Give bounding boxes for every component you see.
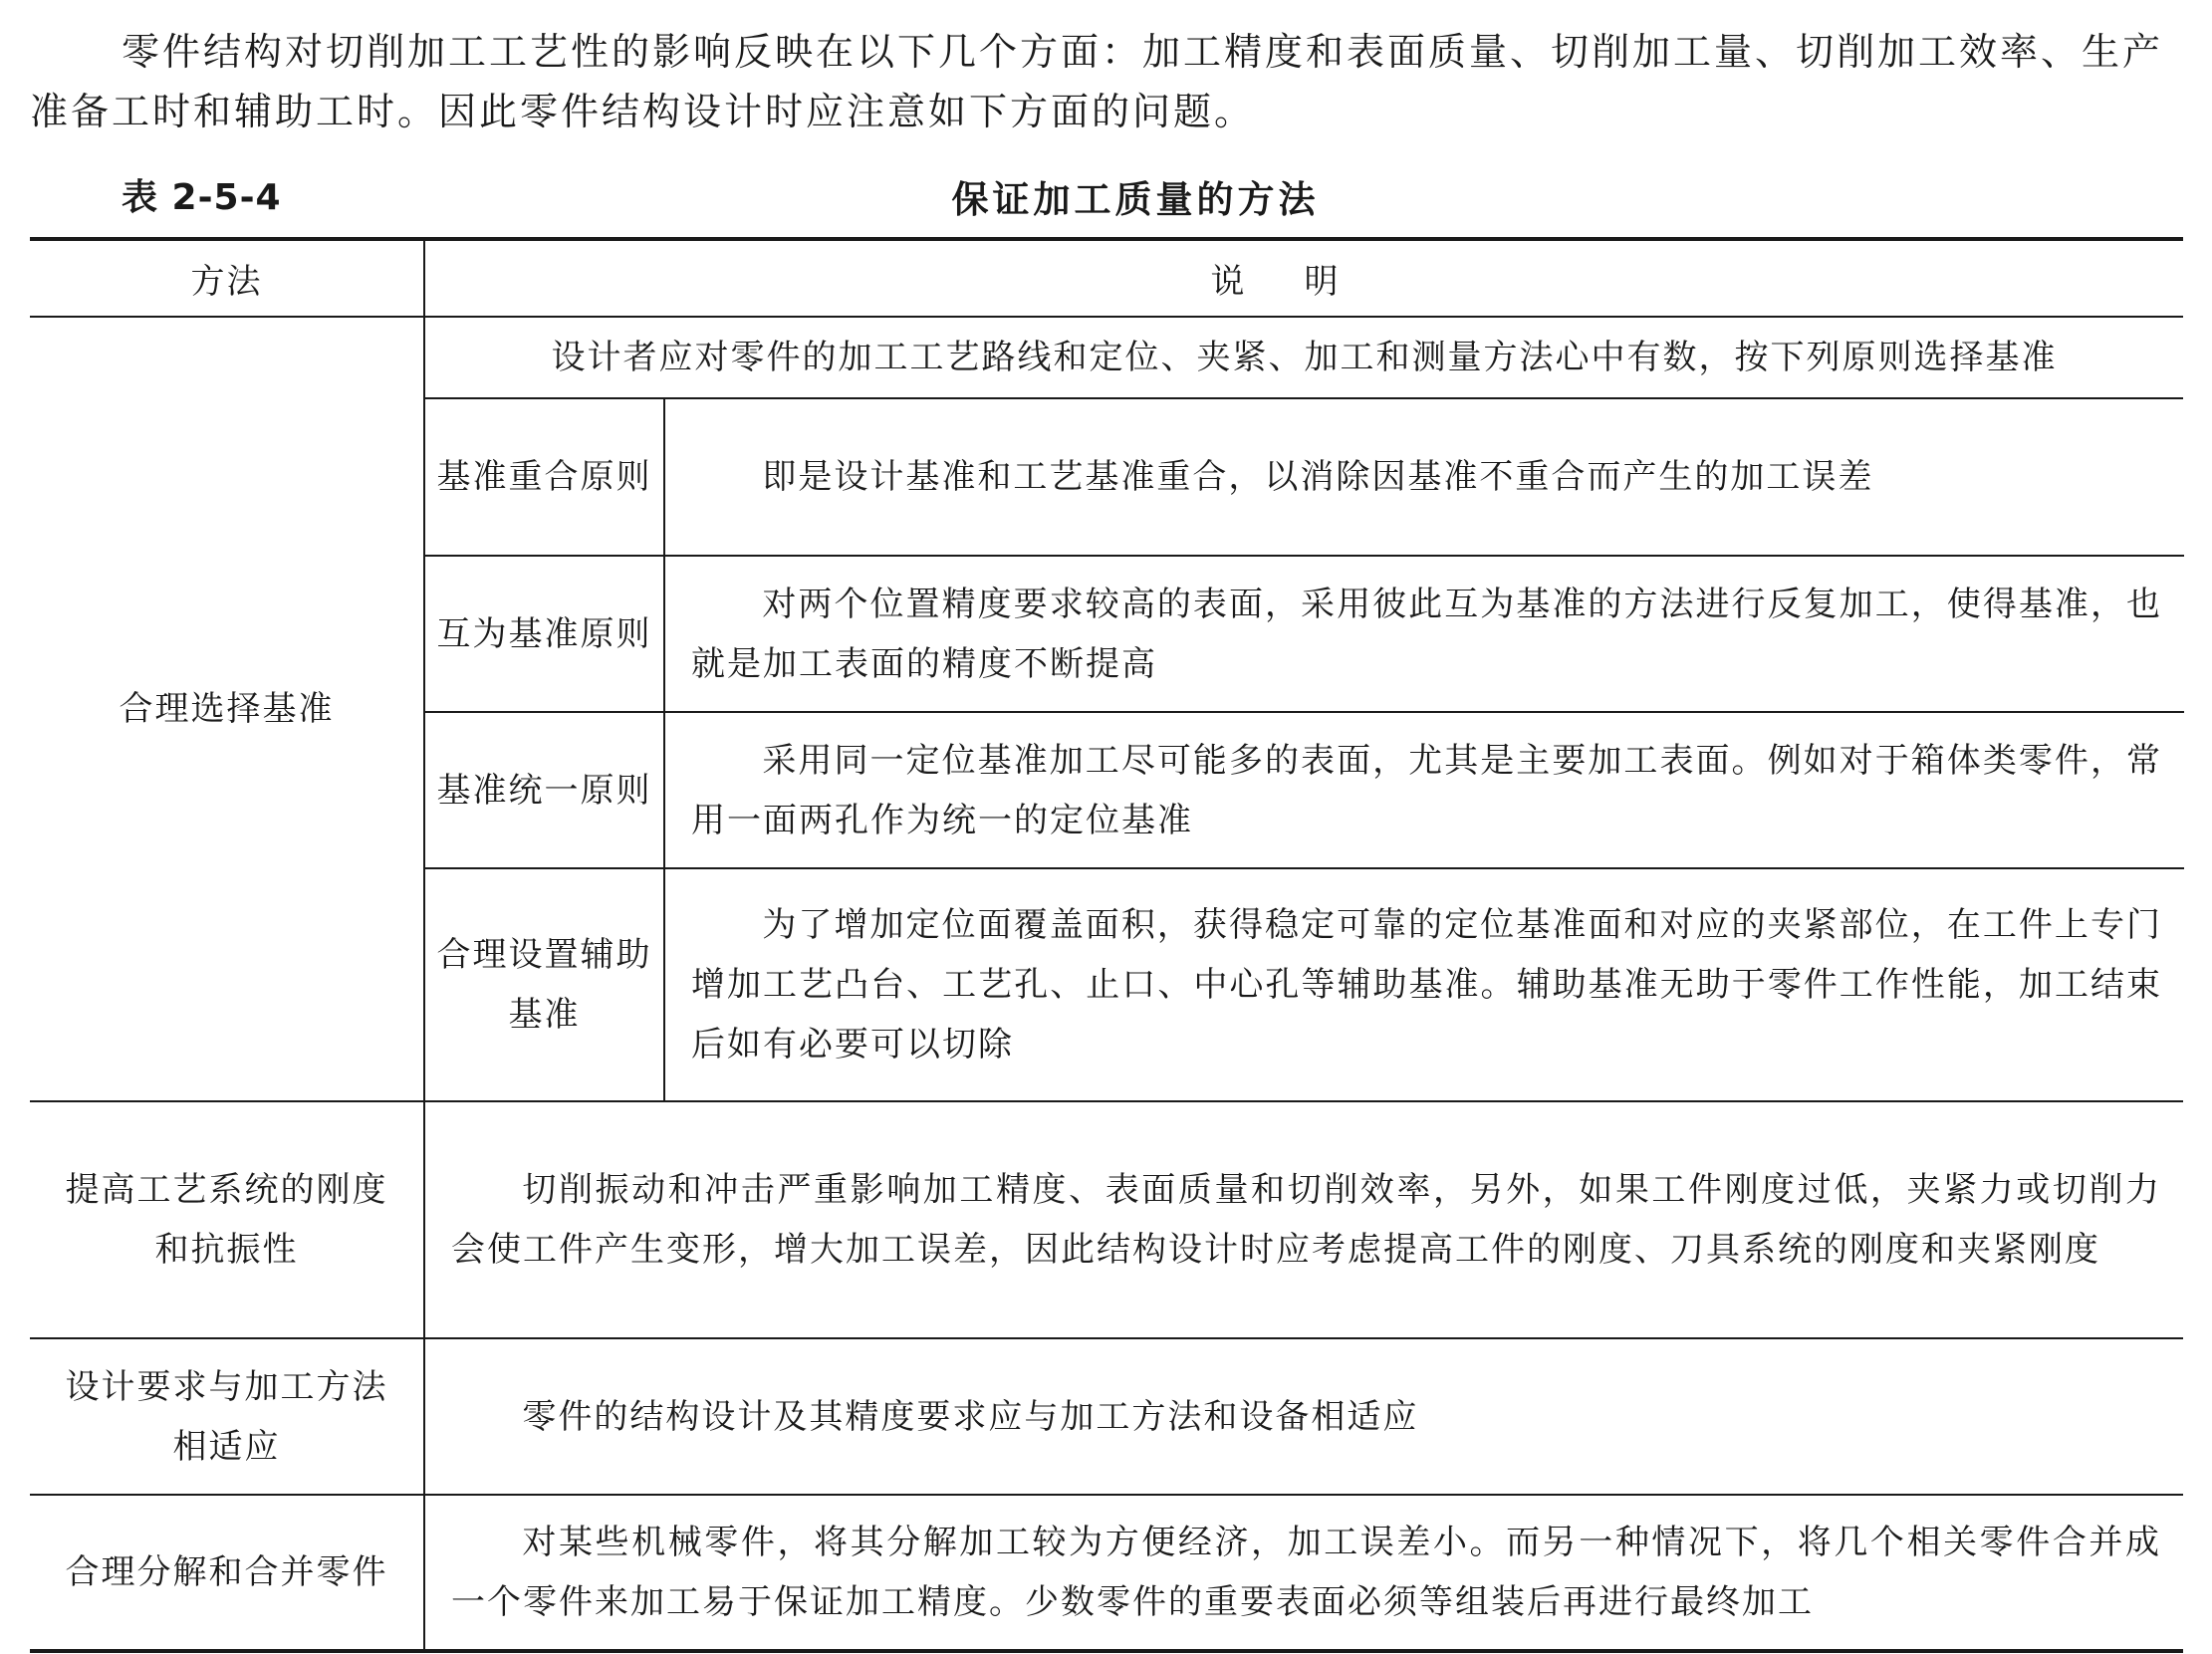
method-cell: 设计要求与加工方法相适应 (30, 1338, 424, 1495)
quality-methods-table (30, 237, 2183, 1653)
principle-row (425, 399, 2184, 556)
description-cell (424, 1338, 2183, 1495)
table-header-row (30, 239, 2183, 317)
table-title: 保证加工质量的方法 (951, 178, 1320, 221)
principle-desc-cell (664, 712, 2184, 868)
header-description (424, 239, 2183, 317)
principle-desc-cell (664, 868, 2184, 1100)
description-text: 零件的结构设计及其精度要求应与加工方法和设备相适应 (522, 1396, 1419, 1437)
intro-paragraph: 零件结构对切削加工工艺性的影响反映在以下几个方面：加工精度和表面质量、切削加工量、切削加工效率、生产准备工时和辅助工时。因此零件结构设计时应注意如下方面的问题。 (30, 30, 2164, 133)
principle-text: 采用同一定位基准加工尽可能多的表面，尤其是主要加工表面。例如对于箱体类零件，常用一面两孔作为统一的定位基准 (691, 740, 2162, 840)
table-row (30, 317, 2183, 1101)
method-cell: 合理分解和合并零件 (30, 1495, 424, 1651)
principle-name: 基准重合原则 (425, 399, 664, 556)
principle-row (425, 712, 2184, 868)
principles-cell (424, 317, 2183, 1101)
method-cell: 提高工艺系统的刚度和抗振性 (30, 1101, 424, 1338)
principle-name: 互为基准原则 (425, 556, 664, 712)
header-description-label: 说明 (1210, 262, 1398, 302)
principle-name: 基准统一原则 (425, 712, 664, 868)
principle-row (425, 556, 2184, 712)
method-cell: 合理选择基准 (30, 317, 424, 1101)
table-row (30, 1495, 2183, 1651)
header-method: 方法 (30, 239, 424, 317)
table-row (30, 1101, 2183, 1338)
principle-text: 为了增加定位面覆盖面积，获得稳定可靠的定位基准面和对应的夹紧部位，在工件上专门增加工艺凸台、工艺孔、止口、中心孔等辅助基准。辅助基准无助于零件工作性能，加工结束后如有必要可以切除 (691, 905, 2162, 1064)
description-cell (424, 1101, 2183, 1338)
principles-table (425, 399, 2184, 1100)
principle-text: 即是设计基准和工艺基准重合，以消除因基准不重合而产生的加工误差 (762, 457, 1874, 497)
description-text: 对某些机械零件，将其分解加工较为方便经济，加工误差小。而另一种情况下，将几个相关零件合并成一个零件来加工易于保证加工精度。少数零件的重要表面必须等组装后再进行最终加工 (451, 1523, 2161, 1622)
description-cell (424, 1495, 2183, 1651)
principle-desc-cell (664, 399, 2184, 556)
description-text: 切削振动和冲击严重影响加工精度、表面质量和切削效率，另外，如果工件刚度过低，夹紧力或切削力会使工件产生变形，增大加工误差，因此结构设计时应考虑提高工件的刚度、刀具系统的刚度和夹紧刚度 (451, 1170, 2161, 1270)
principles-intro: 设计者应对零件的加工工艺路线和定位、夹紧、加工和测量方法心中有数，按下列原则选择基准 (425, 318, 2183, 399)
principle-row (425, 868, 2184, 1100)
principle-text: 对两个位置精度要求较高的表面，采用彼此互为基准的方法进行反复加工，使得基准，也就是加工表面的精度不断提高 (691, 584, 2162, 684)
table-row (30, 1338, 2183, 1495)
principle-desc-cell (664, 556, 2184, 712)
table-number: 表 2-5-4 (122, 177, 282, 218)
principle-name: 合理设置辅助基准 (425, 868, 664, 1100)
